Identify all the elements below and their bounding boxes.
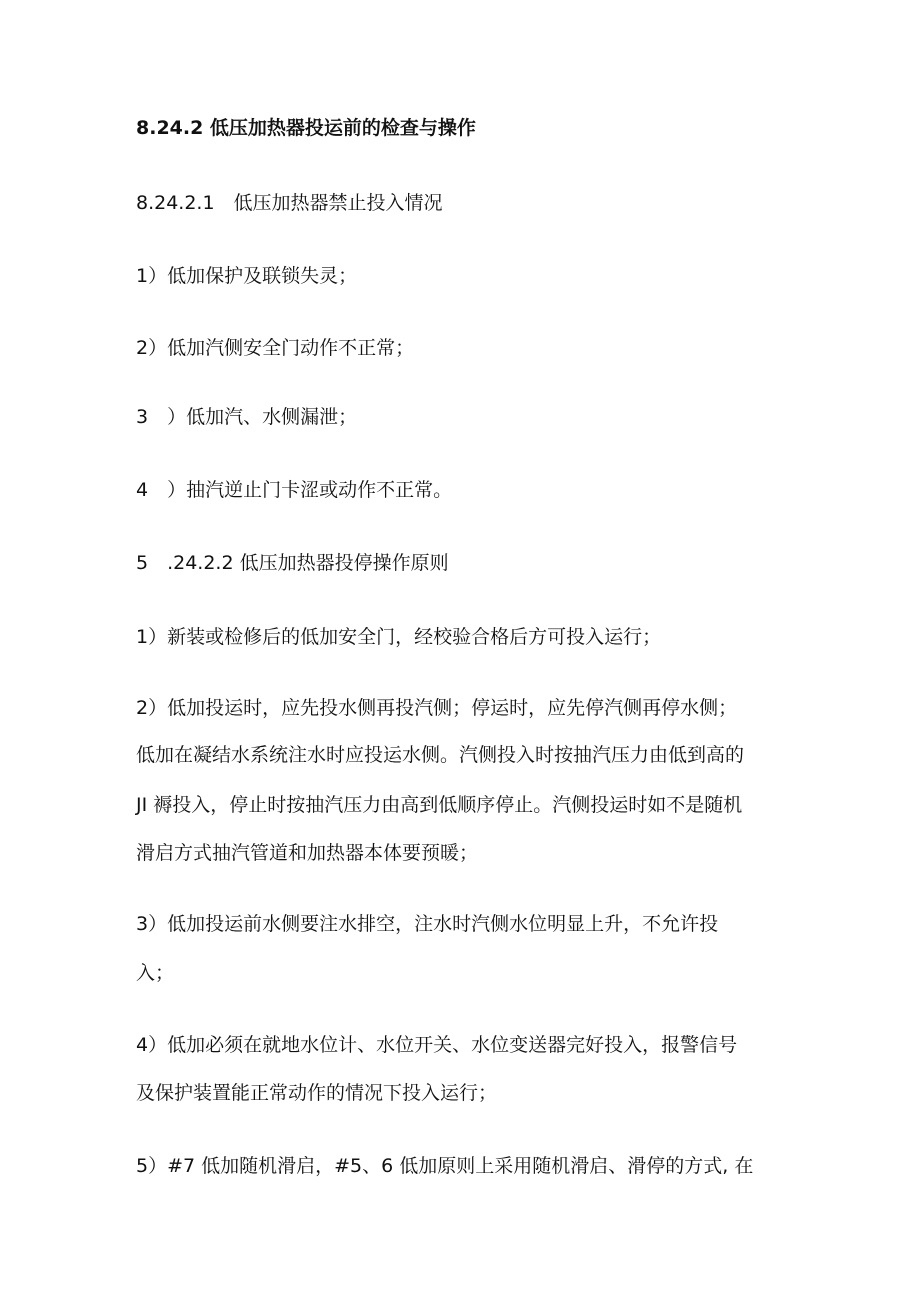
paragraph-line: 5）#7 低加随机滑启，#5、6 低加原则上采用随机滑启、滑停的方式, 在 <box>136 1155 754 1177</box>
paragraph-line: 3）低加投运前水侧要注水排空，注水时汽侧水位明显上升，不允许投 <box>136 913 719 935</box>
subsection-heading: 5 .24.2.2 低压加热器投停操作原则 <box>136 552 449 574</box>
paragraph-line: 低加在凝结水系统注水时应投运水侧。汽侧投入时按抽汽压力由低到高的 <box>136 744 745 766</box>
subsection-heading: 8.24.2.1 低压加热器禁止投入情况 <box>136 192 443 214</box>
list-item: 4 ）抽汽逆止门卡涩或动作不正常。 <box>136 479 453 501</box>
paragraph-line: 及保护装置能正常动作的情况下投入运行； <box>136 1082 498 1104</box>
paragraph-line: JI 褥投入，停止时按抽汽压力由高到低顺序停止。汽侧投运时如不是随机 <box>136 794 743 816</box>
paragraph-line: 2）低加投运时，应先投水侧再投汽侧；停运时，应先停汽侧再停水侧； <box>136 697 738 719</box>
list-item: 3 ）低加汽、水侧漏泄； <box>136 406 358 428</box>
paragraph-line: 入； <box>136 962 175 984</box>
section-heading: 8.24.2 低压加热器投运前的检查与操作 <box>136 117 476 139</box>
list-item: 1）新装或检修后的低加安全门，经校验合格后方可投入运行； <box>136 626 662 648</box>
paragraph-line: 4）低加必须在就地水位计、水位开关、水位变送器完好投入，报警信号 <box>136 1034 738 1056</box>
list-item: 2）低加汽侧安全门动作不正常； <box>136 337 415 359</box>
list-item: 1）低加保护及联锁失灵； <box>136 265 358 287</box>
paragraph-line: 滑启方式抽汽管道和加热器本体要预暖； <box>136 842 479 864</box>
